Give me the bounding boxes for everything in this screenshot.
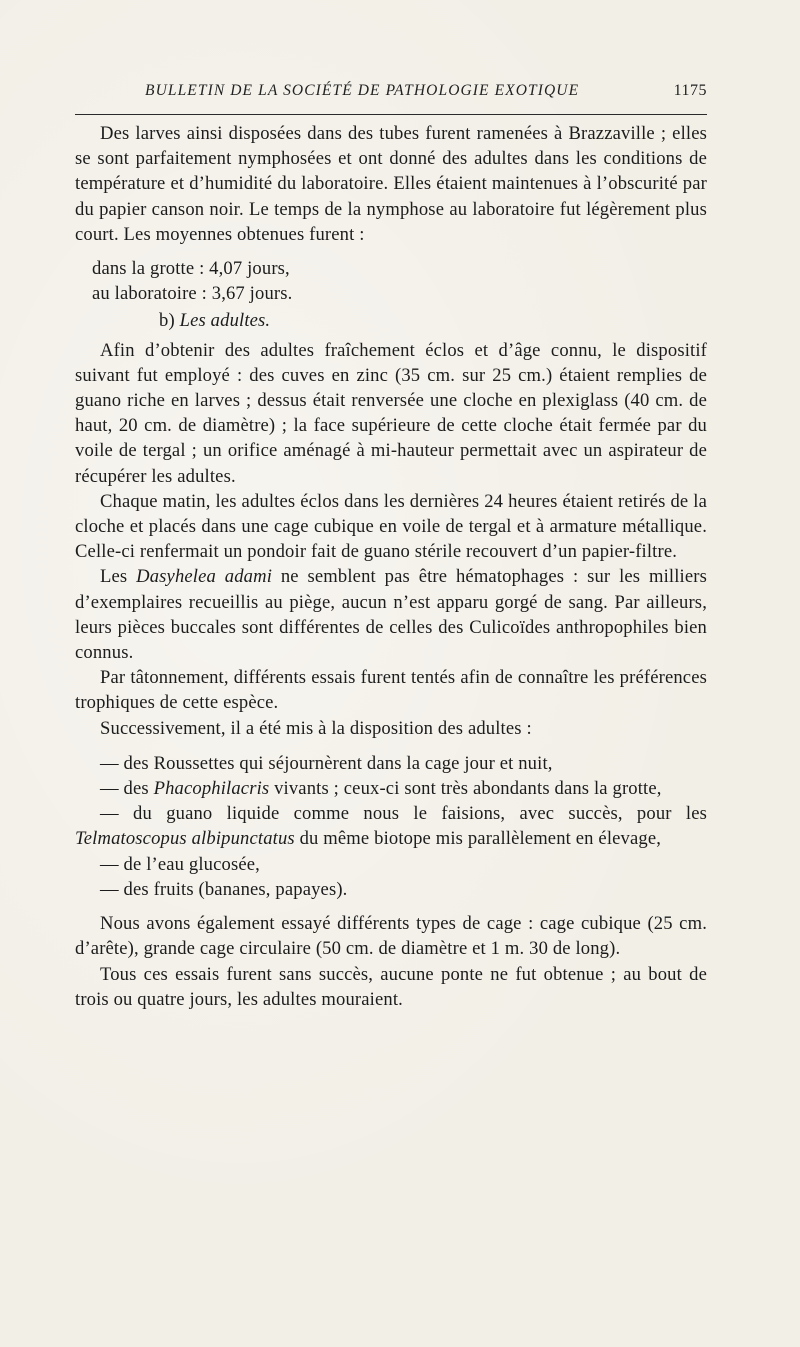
section-title: Les adultes. — [179, 310, 271, 332]
paragraph-sans-succes: Tous ces essais furent sans succès, aucune ponte ne fut obtenue ; au bout de trois ou quatre jours, les adultes mouraient. — [75, 963, 707, 1010]
body-text — [75, 121, 707, 1012]
paragraph-dasyhelea — [75, 564, 707, 665]
text-span: vivants ; ceux-ci sont très abondants dans la grotte, — [269, 778, 662, 800]
section-heading-adultes — [75, 308, 707, 333]
species-name: Dasyhelea adami — [136, 566, 273, 588]
list-item: — des Roussettes qui séjournèrent dans la cage jour et nuit, — [100, 752, 553, 774]
page-number: 1175 — [673, 82, 707, 99]
list-item — [75, 801, 707, 851]
list-item: — de l’eau glucosée, — [100, 853, 260, 875]
page-header — [75, 82, 707, 104]
paragraph-nymphose: Des larves ainsi disposées dans des tubes furent ramenées à Brazzaville ; elles se sont parfaitement nymphosées et ont donné des adultes dans les conditions de température et d’humidité du laboratoire. Elles étaient maintenues à l’obscurité par du papier canson noir. Le temps de la nymphose au laboratoire fut légèrement plus court. Les moyennes obtenues furent : — [75, 123, 707, 245]
average-laboratoire: au laboratoire : 3,67 jours. — [92, 283, 293, 305]
text-span: du même biotope mis parallèlement en élevage, — [294, 828, 662, 850]
list-item — [75, 776, 707, 801]
list-item: — des fruits (bananes, papayes). — [100, 878, 348, 900]
average-grotte: dans la grotte : 4,07 jours, — [92, 258, 290, 280]
running-title: BULLETIN DE LA SOCIÉTÉ DE PATHOLOGIE EXOTIQUE — [145, 82, 580, 99]
paragraph-tatonnement: Par tâtonnement, différents essais furent tentés afin de connaître les préférences trophiques de cette espèce. — [75, 667, 707, 714]
paragraph-chaque-matin: Chaque matin, les adultes éclos dans les dernières 24 heures étaient retirés de la cloche et placés dans une cage cubique en voile de tergal et à armature métallique. Celle-ci renfermait un pondoir fait de guano stérile recouvert d’un papier-filtre. — [75, 490, 707, 563]
section-letter: b) — [159, 310, 180, 332]
paragraph-dispositif: Afin d’obtenir des adultes fraîchement éclos et d’âge connu, le dispositif suivant fut employé : des cuves en zinc (35 cm. sur 25 cm.) étaient remplies de guano riche en larves ; dessus était renversée une cloche en plexiglass (40 cm. de haut, 20 cm. de diamètre) ; la face supérieure de cette cloche était fermée par du voile de tergal ; un orifice aménagé à mi-hauteur permettait avec un aspirateur de récupérer les adultes. — [75, 339, 707, 487]
text-span: — des — [100, 778, 154, 800]
text-span: — du guano liquide comme nous le faisions, avec succès, pour les — [100, 803, 707, 825]
trial-list — [75, 751, 707, 902]
paragraph-types-de-cage: Nous avons également essayé différents types de cage : cage cubique (25 cm. d’arête), grande cage circulaire (50 cm. de diamètre et 1 m. 30 de long). — [75, 913, 707, 960]
species-name: Phacophilacris — [153, 778, 270, 800]
text-span: ne semblent pas être hématophages : sur les milliers d’exemplaires recueillis au piège, aucun n’est apparu gorgé de sang. Par ailleurs, leurs pièces buccales sont différentes de celles des Culicoïdes anthropophiles bien connus. — [75, 566, 707, 664]
paragraph-successivement: Successivement, il a été mis à la disposition des adultes : — [100, 717, 532, 739]
header-rule — [75, 114, 707, 115]
species-name: Telmatoscopus albipunctatus — [75, 828, 295, 850]
text-span: Les — [100, 566, 137, 588]
